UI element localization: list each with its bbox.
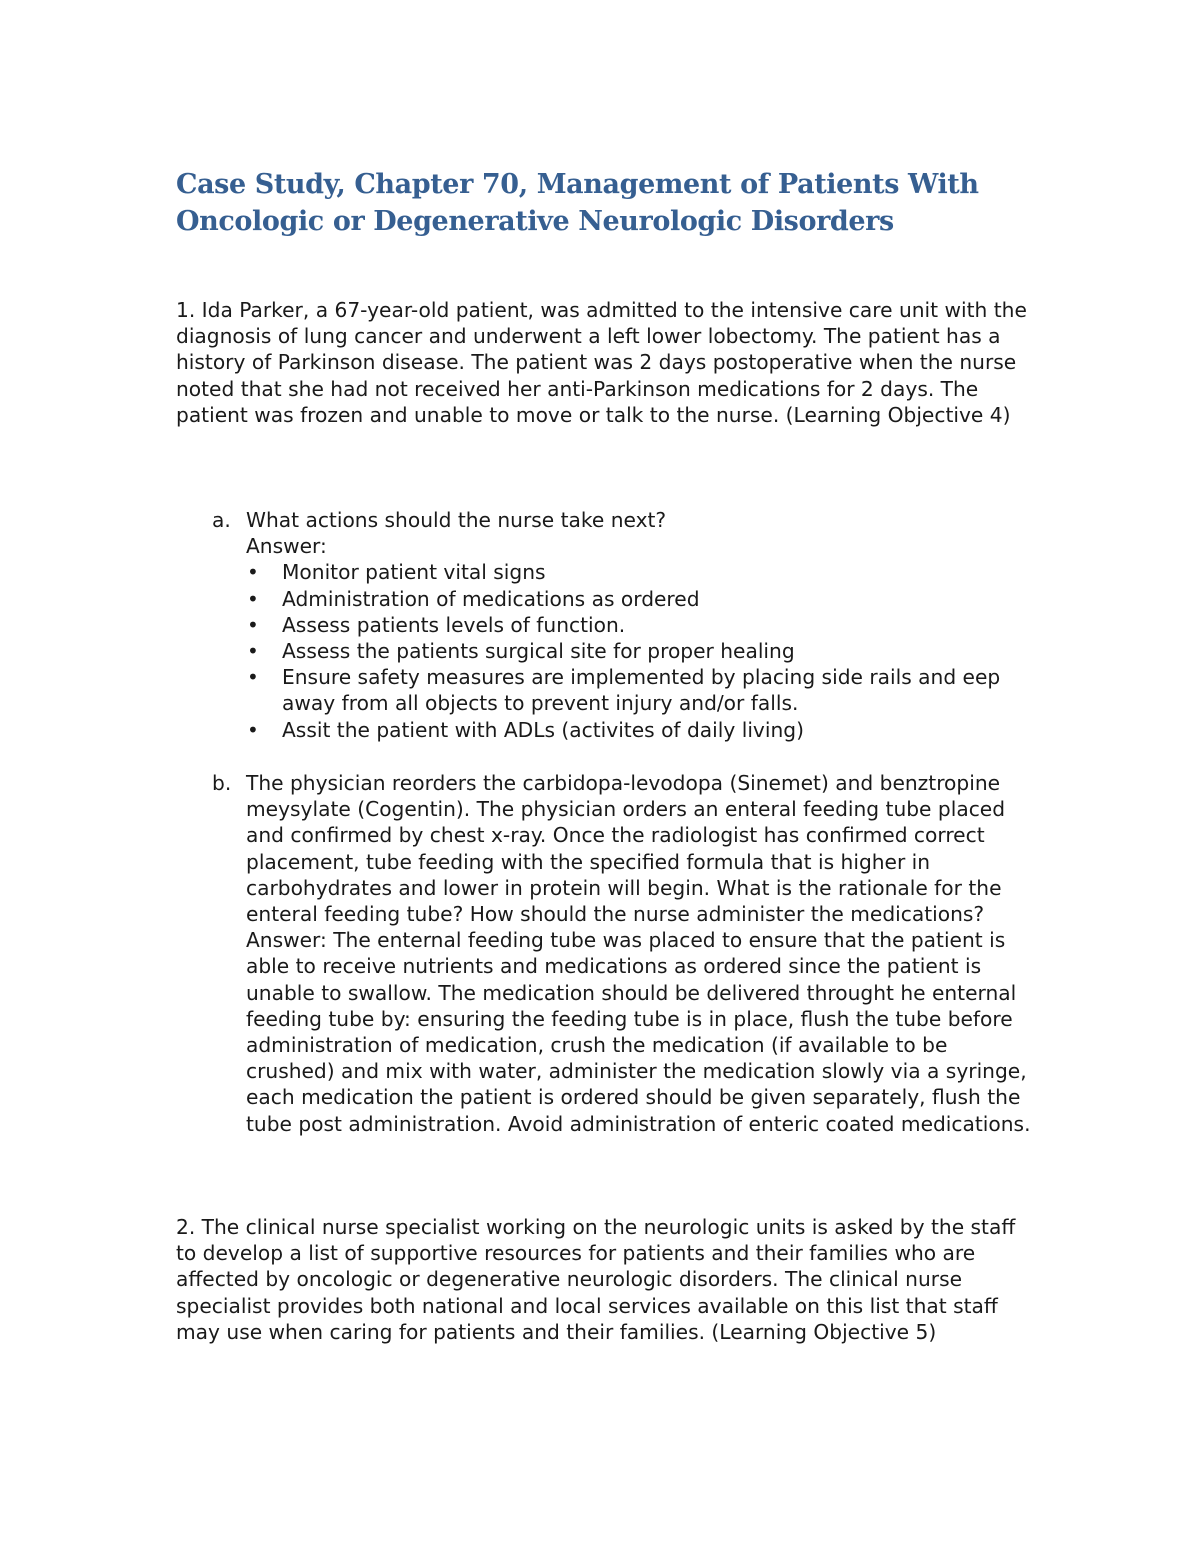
bullet-icon: • [247,665,259,690]
bullet-icon: • [247,639,259,664]
question-1-text: 1. Ida Parker, a 67-year-old patient, was admitted to the intensive care unit with the diagnosis of lung cancer and underwent a left lower lobectomy. The patient has a history of Parkinson disease. The patient was 2 days postoperative when the nurse noted that she had not received her anti-Parkinson medications for 2 days. The patient was frozen and unable to move or talk to the nurse. (Learning Objective 4) [176,298,1027,427]
part-a-answer-list [246,559,1042,742]
part-b-answer: Answer: The enternal feeding tube was placed to ensure that the patient is able to receive nutrients and medications as ordered since the patient is unable to swallow. The medication should be delivered throught he enternal feeding tube by: ensuring the feeding tube is in place, flush the tube before administration of medication, crush the medication (if available to be crushed) and mix with water, administer the medication slowly via a syringe, each medication the patient is ordered should be given separately, flush the tube post administration. Avoid administration of enteric coated medications. [246,928,1031,1136]
question-1-part-b [212,770,1042,1137]
bullet-icon: • [247,612,259,637]
list-item-text: Monitor patient vital signs [282,560,546,585]
bullet-icon: • [247,560,259,585]
list-item-text: Assit the patient with ADLs (activites of daily living) [282,717,804,742]
part-a-question: What actions should the nurse take next? [246,508,667,532]
part-b-content [246,770,1042,1137]
bullet-icon: • [247,586,259,611]
question-2-text: 2. The clinical nurse specialist working on the neurologic units is asked by the staff to develop a list of supportive resources for patients and their families who are affected by oncologic or degenerative neurologic disorders. The clinical nurse specialist provides both national and local services available on this list that staff may use when caring for patients and their families. (Learning Objective 5) [176,1215,1016,1344]
list-item [246,638,1042,664]
list-item [246,717,1042,743]
bullet-icon: • [247,717,259,742]
part-a-answer-label: Answer: [246,534,327,559]
list-item-text: Administration of medications as ordered [282,586,700,611]
list-item [246,612,1042,638]
part-a-content [246,507,1042,743]
list-item [246,664,1042,716]
list-item-text: Assess the patients surgical site for proper healing [282,639,795,664]
document-title: Case Study, Chapter 70, Management of Patients With Oncologic or Degenerative Neurologic Disorders [176,169,979,237]
list-item [246,559,1042,585]
question-1-part-a [212,507,1042,743]
list-item-text: Ensure safety measures are implemented by placing side rails and eep away from all objects to prevent injury and/or falls. [282,665,1001,716]
part-b-marker: b. [212,771,232,795]
part-a-marker: a. [212,508,231,532]
list-item-text: Assess patients levels of function. [282,612,626,637]
list-item [246,586,1042,612]
part-b-question: The physician reorders the carbidopa-levodopa (Sinemet) and benztropine meysylate (Cogentin). The physician orders an enteral feeding tube placed and confirmed by chest x-ray. Once the radiologist has confirmed correct placement, tube feeding with the specified formula that is higher in carbohydrates and lower in protein will begin. What is the rationale for the enteral feeding tube? How should the nurse administer the medications? [246,771,1006,927]
